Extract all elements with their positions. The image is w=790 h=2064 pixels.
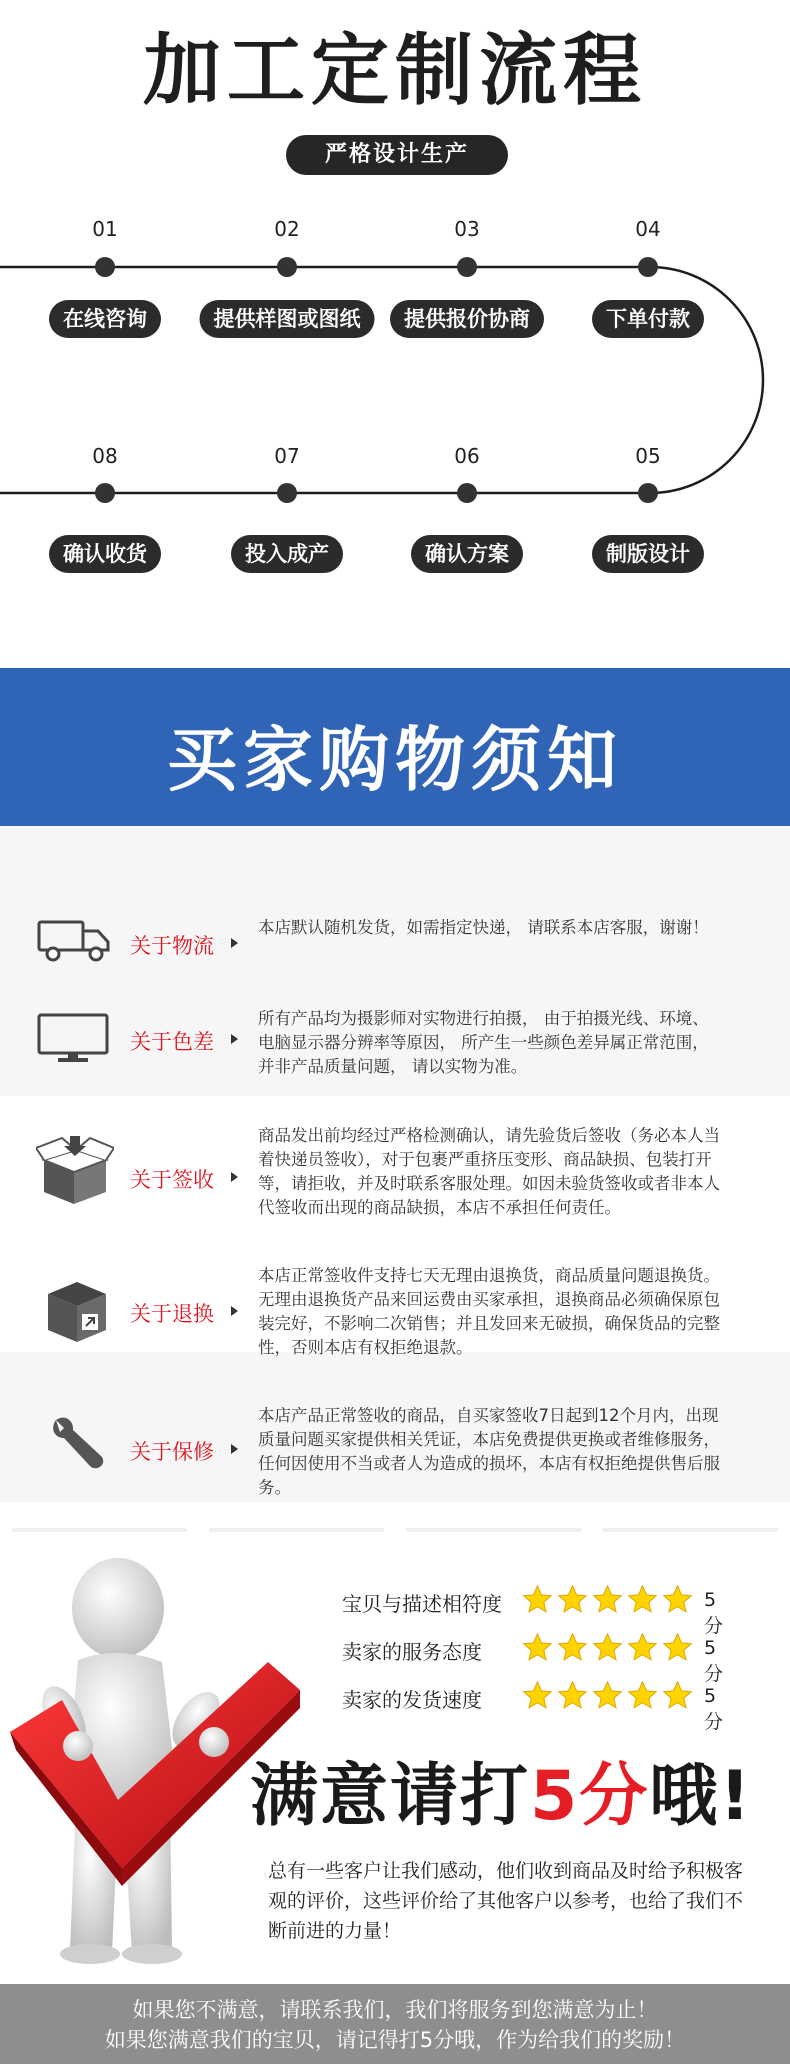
notice-label-warranty: 关于保修 xyxy=(130,1440,214,1464)
notice-label-color: 关于色差 xyxy=(130,1030,214,1054)
step-label-05: 制版设计 xyxy=(592,535,704,573)
step-label-07: 投入成产 xyxy=(231,535,343,573)
notice-text-color: 所有产品均为摄影师对实物进行拍摄， 由于拍摄光线、环境、 电脑显示器分辨率等原因， 所产生一些颜色差异属正常范围， 并非产品质量问题， 请以实物为准。 xyxy=(258,1009,709,1076)
step-dot-03 xyxy=(457,257,477,277)
star-icon xyxy=(522,1584,553,1615)
footer-line-2: 如果您满意我们的宝贝，请记得打5分哦，作为给我们的奖励！ xyxy=(104,2028,686,2052)
star-rating-service xyxy=(522,1632,693,1663)
notice-text-return: 本店正常签收件支持七天无理由退换货，商品质量问题退换货。无理由退换货产品来回运费由买家承担，退换商品必须确保原包装完好，不影响二次销售；并且发回来无破损，确保货品的完整性，否则本店有权拒绝退款。 xyxy=(258,1266,720,1357)
notice-banner xyxy=(0,668,790,826)
star-icon xyxy=(557,1584,588,1615)
step-dot-01 xyxy=(95,257,115,277)
step-number-08: 08 xyxy=(92,444,118,468)
step-label-06: 确认方案 xyxy=(411,535,523,573)
star-rating-description xyxy=(522,1584,693,1615)
return-box-icon xyxy=(44,1276,110,1344)
cta-suffix: 哦! xyxy=(649,1757,753,1836)
step-label-03: 提供报价协商 xyxy=(390,300,544,338)
five-star-call-to-action xyxy=(250,1742,780,1839)
process-title: 加工定制流程 xyxy=(142,26,647,116)
star-icon xyxy=(592,1680,623,1711)
cta-prefix: 满意请打 xyxy=(250,1757,531,1836)
truck-icon xyxy=(36,918,112,964)
notice-text-logistics: 本店默认随机发货，如需指定快递， 请联系本店客服，谢谢！ xyxy=(258,918,709,937)
arrow-right-icon xyxy=(231,1034,238,1044)
rating-label-shipping: 卖家的发货速度 xyxy=(342,1688,482,1712)
star-icon xyxy=(592,1584,623,1615)
arrow-right-icon xyxy=(231,1444,238,1454)
notice-label-signoff: 关于签收 xyxy=(130,1168,214,1192)
star-icon xyxy=(662,1680,693,1711)
step-dot-08 xyxy=(95,483,115,503)
notice-label-return: 关于退换 xyxy=(130,1302,214,1326)
arrow-right-icon xyxy=(231,1172,238,1182)
step-number-03: 03 xyxy=(454,217,480,241)
rating-score-shipping: 5分 xyxy=(704,1685,724,1733)
monitor-icon xyxy=(36,1012,112,1064)
package-icon xyxy=(36,1134,114,1206)
step-label-08: 确认收货 xyxy=(49,535,161,573)
step-number-02: 02 xyxy=(274,217,300,241)
star-icon xyxy=(557,1680,588,1711)
step-number-01: 01 xyxy=(92,217,118,241)
cta-highlight: 5分 xyxy=(530,1757,650,1836)
footer-line-1: 如果您不满意，请联系我们，我们将服务到您满意为止！ xyxy=(132,1998,658,2022)
wrench-icon xyxy=(48,1414,108,1474)
arrow-right-icon xyxy=(231,1306,238,1316)
rating-description: 总有一些客户让我们感动，他们收到商品及时给予积极客观的评价，这些评价给了其他客户以参考，也给了我们不断前进的力量！ xyxy=(268,1860,744,1942)
star-icon xyxy=(557,1632,588,1663)
step-label-02: 提供样图或图纸 xyxy=(200,300,375,338)
rating-label-description: 宝贝与描述相符度 xyxy=(342,1592,502,1616)
star-rating-shipping xyxy=(522,1680,693,1711)
notice-title: 买家购物须知 xyxy=(167,719,623,801)
arrow-right-icon xyxy=(231,938,238,948)
step-dot-06 xyxy=(457,483,477,503)
step-dot-04 xyxy=(638,257,658,277)
section-divider xyxy=(12,1528,778,1532)
step-number-07: 07 xyxy=(274,444,300,468)
step-number-04: 04 xyxy=(635,217,661,241)
step-dot-07 xyxy=(277,483,297,503)
star-icon xyxy=(662,1632,693,1663)
step-label-01: 在线咨询 xyxy=(49,300,161,338)
footer-banner xyxy=(0,1984,790,2064)
rating-score-service: 5分 xyxy=(704,1637,724,1685)
star-icon xyxy=(662,1584,693,1615)
star-icon xyxy=(627,1680,658,1711)
star-icon xyxy=(627,1632,658,1663)
rating-score-description: 5分 xyxy=(704,1589,724,1637)
star-icon xyxy=(522,1632,553,1663)
notice-text-warranty: 本店产品正常签收的商品，自买家签收7日起到12个月内，出现质量问题买家提供相关凭证，本店免费提供更换或者维修服务，任何因使用不当或者人为造成的损坏，本店有权拒绝提供售后服务。 xyxy=(258,1406,720,1497)
star-icon xyxy=(592,1632,623,1663)
star-icon xyxy=(522,1680,553,1711)
star-icon xyxy=(627,1584,658,1615)
step-label-04: 下单付款 xyxy=(592,300,704,338)
step-dot-02 xyxy=(277,257,297,277)
process-subtitle-badge: 严格设计生产 xyxy=(286,135,508,175)
step-number-05: 05 xyxy=(635,444,661,468)
step-dot-05 xyxy=(638,483,658,503)
step-number-06: 06 xyxy=(454,444,480,468)
rating-label-service: 卖家的服务态度 xyxy=(342,1640,482,1664)
notice-text-signoff: 商品发出前均经过严格检测确认，请先验货后签收（务必本人当着快递员签收），对于包裹严重挤压变形、商品缺损、包装打开等，请拒收，并及时联系客服处理。如因未验货签收或者非本人代签收而出现的商品缺损，本店不承担任何责任。 xyxy=(258,1126,720,1217)
notice-label-logistics: 关于物流 xyxy=(130,934,214,958)
